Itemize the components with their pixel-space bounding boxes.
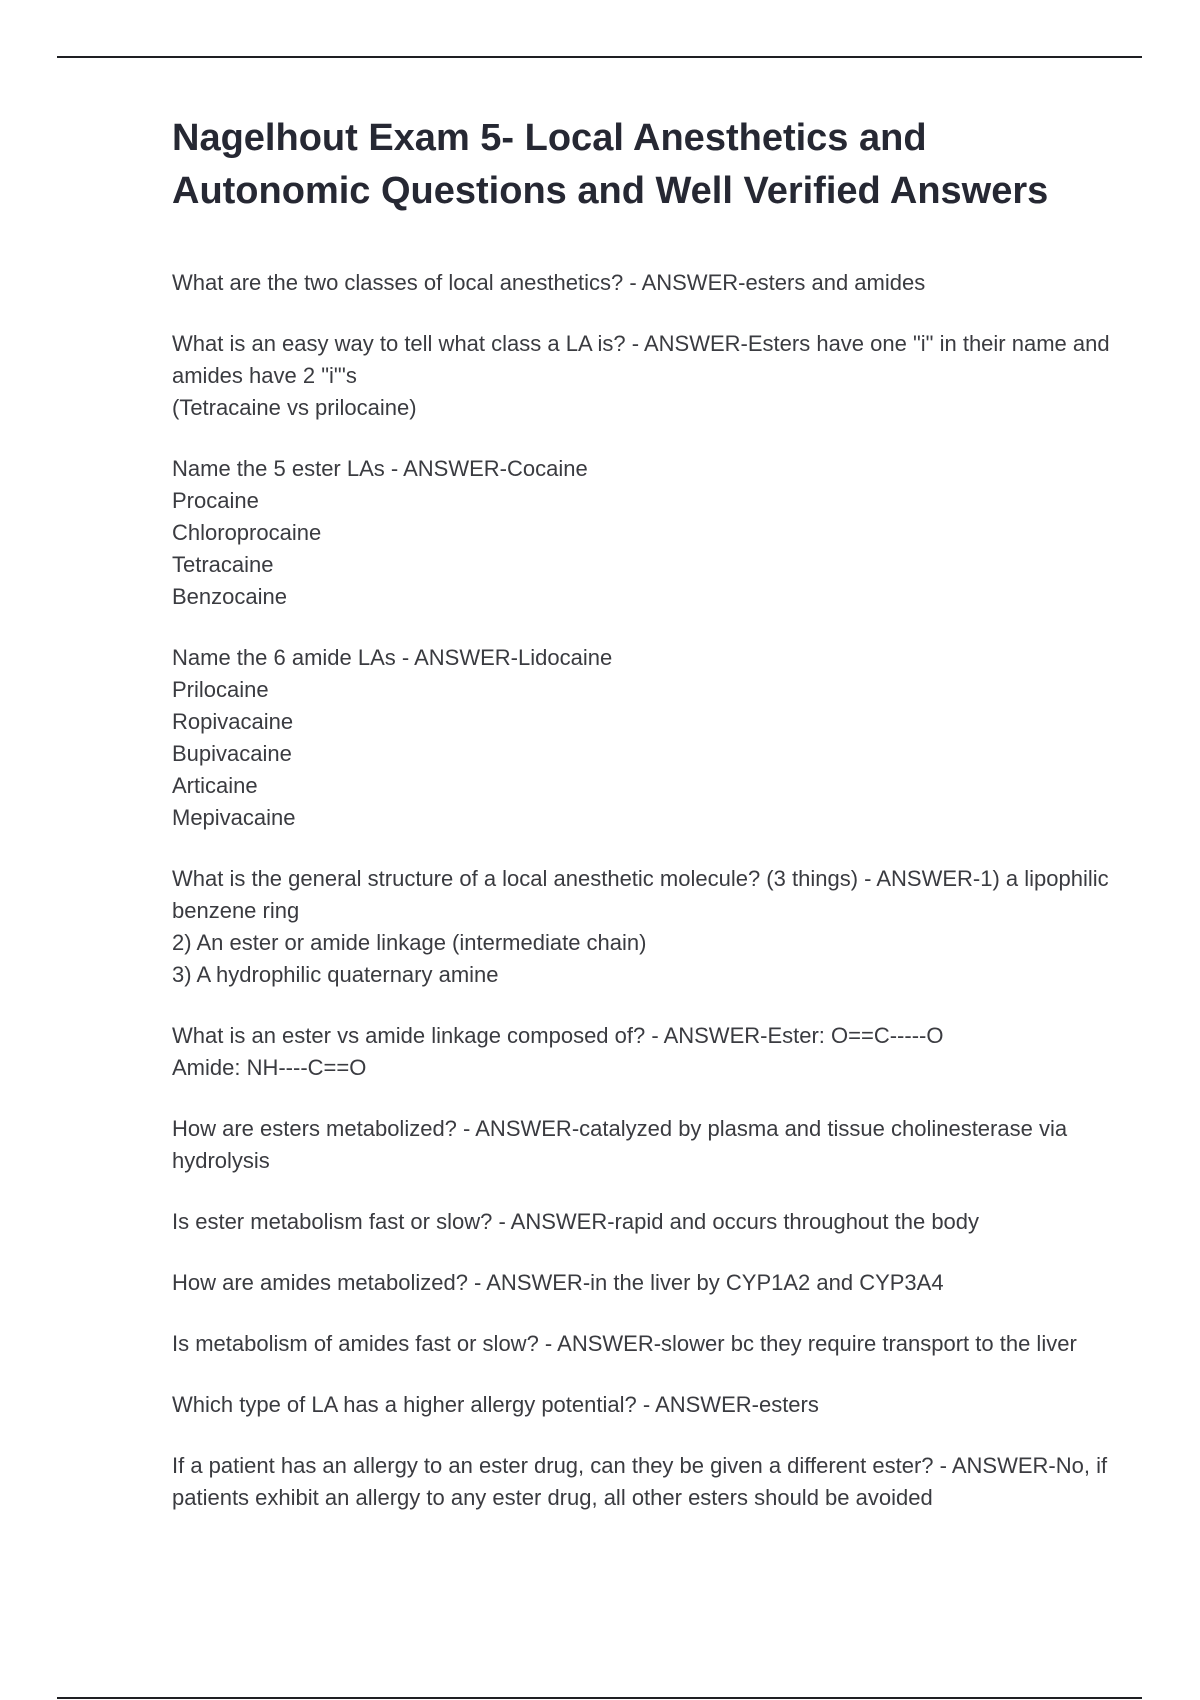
qa-item: What is an ester vs amide linkage composed of? - ANSWER-Ester: O==C-----O Amide: NH----C==O: [172, 1023, 944, 1080]
qa-item: What is the general structure of a local anesthetic molecule? (3 things) - ANSWER-1) a lipophilic benzene ring 2) An ester or amide linkage (intermediate chain) 3) A hydrophilic quaternary amine: [172, 866, 1109, 987]
qa-item: Is metabolism of amides fast or slow? - ANSWER-slower bc they require transport to the liver: [172, 1331, 1077, 1356]
qa-list: [172, 267, 1112, 1514]
qa-item: Name the 5 ester LAs - ANSWER-Cocaine Procaine Chloroprocaine Tetracaine Benzocaine: [172, 456, 588, 609]
document-page: [172, 112, 1112, 1543]
qa-item: Is ester metabolism fast or slow? - ANSWER-rapid and occurs throughout the body: [172, 1209, 980, 1234]
qa-item: Name the 6 amide LAs - ANSWER-Lidocaine Prilocaine Ropivacaine Bupivacaine Articaine Mepivacaine: [172, 645, 613, 830]
document-title: Nagelhout Exam 5- Local Anesthetics and Autonomic Questions and Well Verified Answers: [172, 117, 1049, 212]
qa-item: What is an easy way to tell what class a LA is? - ANSWER-Esters have one "i" in their name and amides have 2 "i"'s (Tetracaine vs prilocaine): [172, 331, 1110, 420]
qa-item: What are the two classes of local anesthetics? - ANSWER-esters and amides: [172, 270, 926, 295]
qa-item: If a patient has an allergy to an ester drug, can they be given a different ester? - ANSWER-No, if patients exhibit an allergy to any ester drug, all other esters should be avoided: [172, 1453, 1114, 1510]
qa-item: How are amides metabolized? - ANSWER-in the liver by CYP1A2 and CYP3A4: [172, 1270, 944, 1295]
qa-item: How are esters metabolized? - ANSWER-catalyzed by plasma and tissue cholinesterase via hydrolysis: [172, 1116, 1074, 1173]
top-divider: [57, 56, 1142, 58]
bottom-divider: [57, 1697, 1142, 1699]
qa-item: Which type of LA has a higher allergy potential? - ANSWER-esters: [172, 1392, 819, 1417]
